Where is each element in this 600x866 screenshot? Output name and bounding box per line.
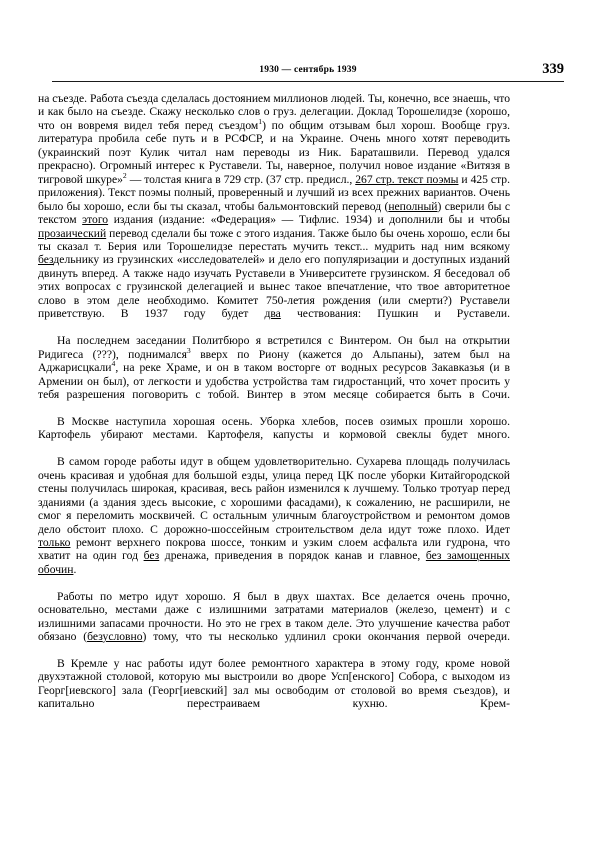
- paragraph-2: На последнем заседании Политбюро я встретился с Винтером. Он был на открытии Ридигеса (???), поднимался$^3$ вверх по Риону (кажется до Альпаны), затем был на Аджарисцкали$^4$, на реке Храме, и он в таком восторге от водных ресурсов Закавказья (и в Армении он был), от легкости и удобства устройства там гидростанций, что хочет просить у тебя разрешения поговорить с тобой. Винтер в этом месяце собирается быть в Сочи.: [38, 334, 511, 401]
- paragraph-1: на съезде. Работа съезда сделалась достоянием миллионов людей. Ты, конечно, все знаешь, что и как было на съезде. Скажу несколько слов о груз. делегации. Доклад Торошелидзе (хорошо, что он вовремя видел тебя перед съездом$^1$) по общим отзывам был хорош. Вообще груз. литература пробила себе путь и в РСФСР, и на Украине. Очень много хотят переводить (украинский поэт Кулик читал нам переводы из Ник. Бараташвили. Перевод удался прекрасно). Огромный интерес к Руставели. Ты, наверное, получил новое издание «Витязя в тигровой шкуре»$^2$ — толстая книга в 729 стр. (37 стр. предисл., 267 стр. текст поэмы и 425 стр. приложения). Текст поэмы полный, проверенный и лучший из всех прежних вариантов. Очень было бы хорошо, если бы ты сказал, чтобы бальмонтовский перевод (неполный) сверили бы с текстом этого издания (издание: «Федерация» — Тифлис. 1934) и дополнили бы и чтобы прозаический перевод сделали бы тоже с этого издания. Также было бы очень хорошо, если бы ты сказал т. Берия или Торошелидзе перестать мучить текст... мудрить над ним всякому бездельнику из грузинских «исследователей» и дело его популяризации и доступных изданий двинуть вперед. А также надо изучать Руставели в Университете грузинском. Я беседовал об этих вопросах с грузинской делегацией и вынес такое впечатление, что твое авторитетное слово в этом деле необходимо. Комитет 750-летия рождения (или смерти?) Руставели приветствую. В 1937 году будет два чествования: Пушкин и Руставели.: [38, 92, 511, 321]
- body-text: [38, 92, 510, 724]
- running-head: [52, 63, 564, 79]
- running-head-title: 1930 — сентябрь 1939: [259, 65, 357, 75]
- page-number: 339: [542, 61, 564, 77]
- paragraph-6: В Кремле у нас работы идут более ремонтного характера в этому году, кроме новой двухэтажной столовой, которую мы выстроили во дворе Усп[енского] Собора, с выходом из Георг[иевского] зала (Георг[иевский] зал мы освободим от столовой во время съездов), и капитально перестраиваем кухню. Крем-: [38, 657, 510, 711]
- paragraph-5: Работы по метро идут хорошо. Я был в двух шахтах. Все делается очень прочно, основательно, местами даже с излишними затратами материалов (железо, цемент) и с излишними запасами прочности. Но это не грех в таком деле. Это улучшение качества работ обязано (безусловно) тому, что ты несколько удлинил сроки окончания первой очереди.: [38, 589, 511, 644]
- paragraph-4: В самом городе работы идут в общем удовлетворительно. Сухарева площадь получилась очень красивая и удобная для большой езды, улица перед ЦК после уборки Китайгородской стены получилась широкая, красивая, весь район изменился к лучшему. Только тротуар перед зданиями (а здания здесь высокие, с хорошими фасадами), к сожалению, не расширили, не смог я переломить москвичей. С остальным уличным благоустройством и ремонтом домов дело обстоит плохо. С дорожно-шоссейным строительством дела идут тоже плохо. Идет только ремонт верхнего покрова шоссе, тонким и узким слоем асфальта или гудрона, что хватит на один год без дренажа, приведения в порядок канав и главное, без замощенных обочин.: [38, 455, 510, 576]
- header-rule: [52, 81, 564, 82]
- paragraph-3: В Москве наступила хорошая осень. Уборка хлебов, посев озимых прошли хорошо. Картофель убирают местами. Картофеля, капусты и кормовой свеклы будет много.: [38, 414, 510, 442]
